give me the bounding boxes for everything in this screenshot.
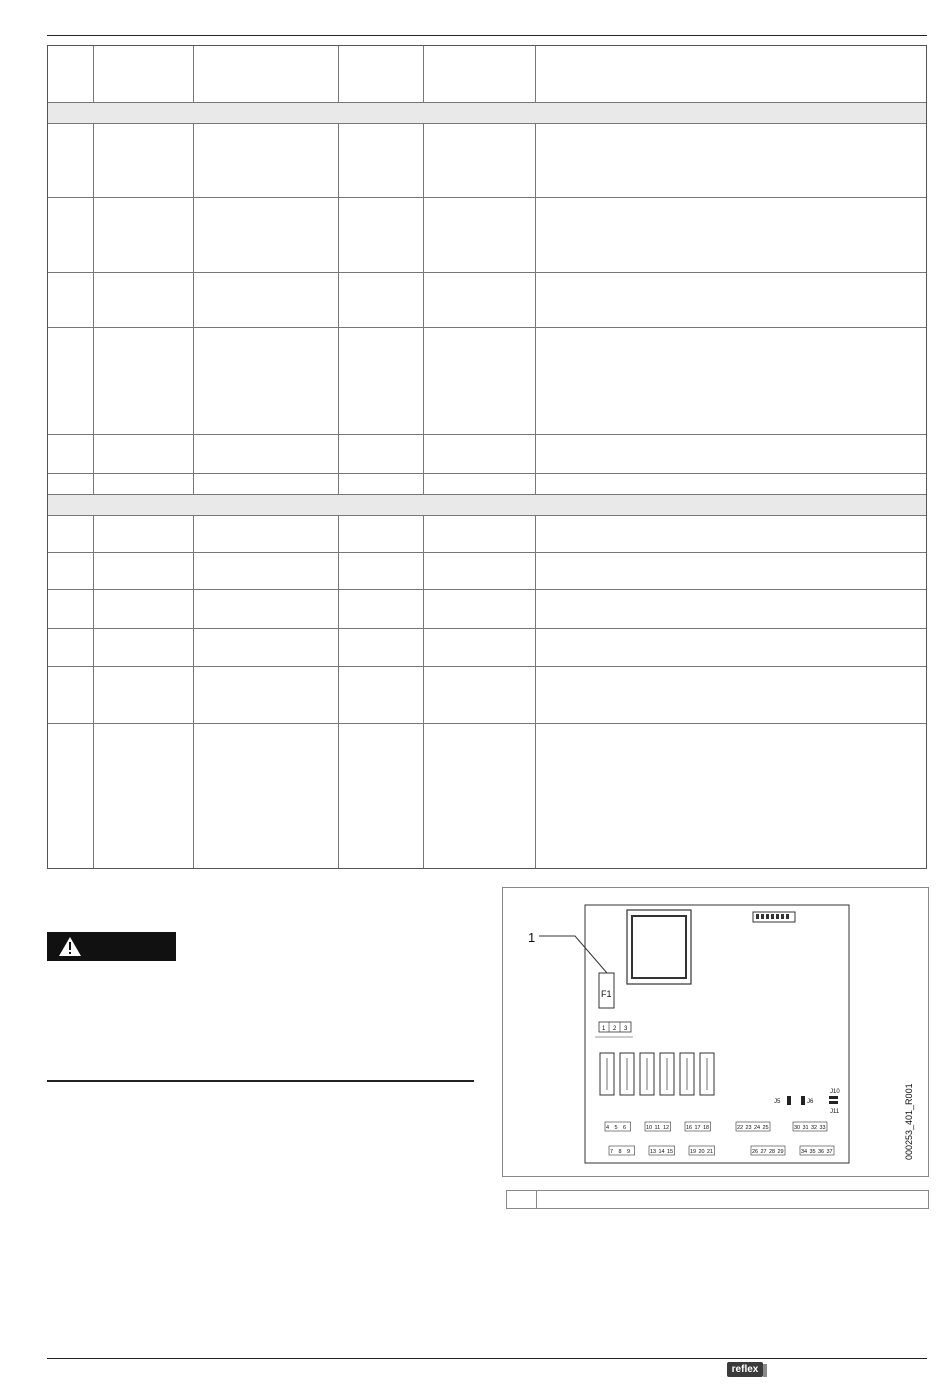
- terminal-label: 26: [752, 1149, 759, 1155]
- section-divider: [47, 1080, 474, 1082]
- section-band-1: [48, 103, 926, 123]
- drawing-id: 000253_401_R001: [904, 1083, 914, 1160]
- terminal-label: 3: [624, 1026, 628, 1032]
- terminal-label: 14: [658, 1149, 665, 1155]
- circuit-board-figure: [502, 887, 929, 1177]
- terminal-label: 18: [703, 1125, 710, 1131]
- terminal-label: 23: [745, 1125, 752, 1131]
- jumper-j6-label: J6: [807, 1099, 814, 1105]
- terminal-label: 11: [654, 1125, 661, 1131]
- parameter-table: [47, 45, 927, 869]
- terminal-label: 29: [777, 1149, 784, 1155]
- terminal-label: 16: [686, 1125, 693, 1131]
- terminal-label: 36: [818, 1149, 825, 1155]
- terminal-label: 20: [698, 1149, 705, 1155]
- jumper-j5-label: J5: [774, 1099, 781, 1105]
- terminal-label: 4: [606, 1125, 610, 1131]
- footer-rule: [47, 1358, 927, 1359]
- reflex-logo: reflex: [727, 1362, 763, 1377]
- relay-bank: [600, 1053, 714, 1095]
- terminal-label: 12: [663, 1125, 670, 1131]
- terminal-label: 35: [809, 1149, 816, 1155]
- terminal-label: 8: [618, 1149, 622, 1155]
- terminal-label: 32: [811, 1125, 818, 1131]
- terminal-label: 13: [650, 1149, 657, 1155]
- warning-triangle-icon: [47, 932, 176, 961]
- terminal-label: 27: [760, 1149, 767, 1155]
- terminal-label: 34: [801, 1149, 808, 1155]
- terminal-label: 37: [826, 1149, 833, 1155]
- terminal-label: 15: [667, 1149, 674, 1155]
- terminal-label: 1: [602, 1026, 606, 1032]
- terminal-label: 22: [737, 1125, 744, 1131]
- terminal-label: 6: [623, 1125, 627, 1131]
- terminal-label: 2: [613, 1026, 617, 1032]
- fuse-label: F1: [601, 989, 612, 999]
- terminal-label: 24: [754, 1125, 761, 1131]
- terminal-label: 33: [819, 1125, 826, 1131]
- jumper-j11-label: J11: [830, 1109, 840, 1115]
- terminal-label: 7: [610, 1149, 614, 1155]
- terminal-label: 5: [614, 1125, 618, 1131]
- terminal-label: 9: [627, 1149, 631, 1155]
- terminal-label: 21: [707, 1149, 714, 1155]
- terminal-label: 25: [762, 1125, 769, 1131]
- terminal-label: 19: [690, 1149, 697, 1155]
- warning-label: [47, 932, 176, 961]
- terminal-label: 28: [769, 1149, 776, 1155]
- terminal-label: 10: [646, 1125, 653, 1131]
- header-rule: [47, 35, 927, 36]
- terminal-label: 30: [794, 1125, 801, 1131]
- callout-number: 1: [528, 930, 536, 945]
- section-band-2: [48, 495, 926, 515]
- terminal-label: 31: [802, 1125, 809, 1131]
- jumper-j10-label: J10: [830, 1089, 840, 1095]
- terminal-label: 17: [694, 1125, 701, 1131]
- figure-legend: [506, 1190, 929, 1209]
